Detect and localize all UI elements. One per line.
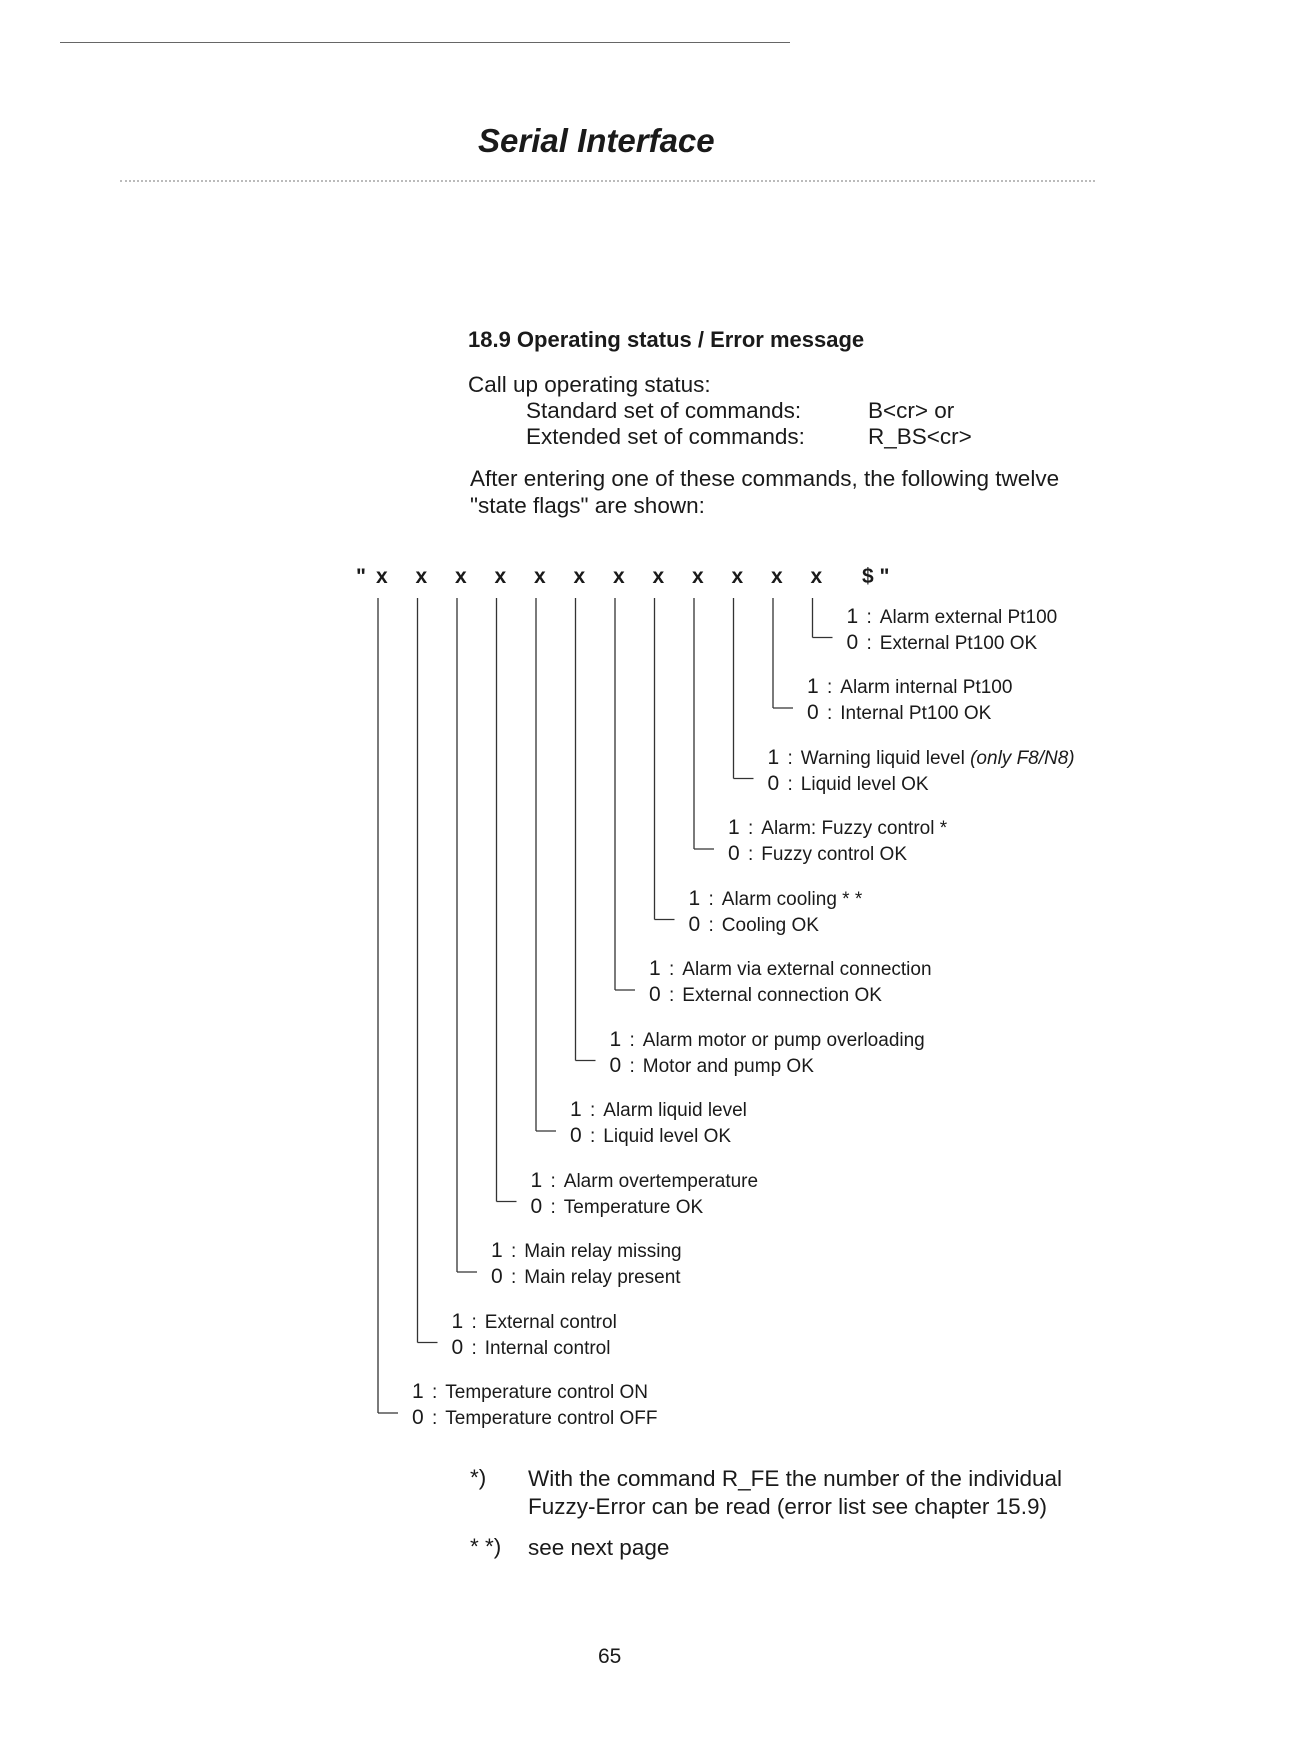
code-separator: : (629, 1055, 635, 1077)
code-separator: : (511, 1241, 517, 1262)
flag-zero-line (610, 1054, 814, 1078)
flag-one-line (491, 1239, 682, 1263)
flag-one-text: Alarm cooling * * (721, 888, 863, 910)
flag-zero-line (491, 1265, 681, 1289)
code-one: 1 (530, 1168, 543, 1192)
flag-zero-text: Internal control (484, 1337, 611, 1359)
code-separator: : (866, 606, 872, 628)
code-one: 1 (767, 745, 780, 769)
flag-one-text: Temperature control ON (445, 1382, 649, 1403)
code-separator: : (827, 703, 833, 724)
footnote-mark-2: * *) (470, 1534, 502, 1559)
code-separator: : (708, 914, 714, 936)
flag-x: x (455, 565, 467, 588)
code-zero: 0 (491, 1265, 503, 1288)
flag-one-note: (only F8/N8) (970, 747, 1075, 769)
flag-zero-text: Liquid level OK (800, 773, 929, 795)
code-one: 1 (807, 675, 819, 698)
flag-one-line (728, 816, 947, 840)
code-separator: : (708, 888, 714, 910)
flag-zero-line (412, 1406, 658, 1430)
flag-zero-line (728, 842, 907, 866)
flag-zero-line (570, 1124, 731, 1148)
flag-zero-text: Temperature OK (563, 1196, 704, 1218)
footnote-text-1 (528, 1465, 1062, 1521)
flag-x: x (415, 565, 428, 588)
flag-zero-text: Liquid level OK (603, 1126, 732, 1147)
flag-x: x (534, 565, 546, 588)
code-separator: : (511, 1267, 517, 1288)
code-separator: : (432, 1408, 438, 1429)
footnote-line: Fuzzy-Error can be read (error list see chapter 15.9) (528, 1494, 1047, 1519)
code-zero: 0 (530, 1194, 543, 1218)
code-separator: : (748, 844, 754, 865)
intro-line-1: After entering one of these commands, the following twelve (470, 466, 1060, 491)
flag-zero-text: Internal Pt100 OK (840, 703, 992, 724)
flag-one-line (689, 887, 863, 911)
call-up-line: Call up operating status: (468, 372, 711, 397)
code-zero: 0 (728, 842, 740, 865)
code-one: 1 (412, 1380, 424, 1403)
flag-x: x (771, 565, 783, 588)
flag-one-text: Main relay missing (524, 1241, 682, 1262)
code-separator: : (550, 1196, 556, 1218)
flag-zero-text: Main relay present (524, 1267, 681, 1288)
code-zero: 0 (609, 1053, 622, 1077)
flag-one-text: Alarm external Pt100 (879, 606, 1058, 628)
code-zero: 0 (688, 912, 701, 936)
flags-terminator: $ " (862, 565, 890, 588)
code-zero: 0 (846, 630, 859, 654)
flag-one-text: External control (484, 1311, 617, 1333)
flag-x: x (573, 565, 586, 588)
flag-zero-line (847, 631, 1038, 655)
flag-one-text: Alarm internal Pt100 (840, 677, 1013, 698)
code-separator: : (866, 632, 872, 654)
page-number: 65 (598, 1645, 622, 1668)
code-one: 1 (609, 1027, 622, 1051)
code-one: 1 (491, 1239, 503, 1262)
flag-x: x (810, 565, 823, 588)
code-separator: : (629, 1029, 635, 1051)
code-one: 1 (688, 886, 701, 910)
flag-one-text: Alarm via external connection (682, 959, 932, 980)
flag-one-line (452, 1310, 617, 1334)
flag-x: x (652, 565, 665, 588)
footnote-text-2 (528, 1534, 669, 1562)
code-one: 1 (728, 816, 740, 839)
code-separator: : (550, 1170, 556, 1192)
flag-zero-text: Cooling OK (721, 914, 819, 936)
flag-zero-line (531, 1195, 704, 1219)
code-zero: 0 (451, 1335, 464, 1359)
code-separator: : (787, 773, 793, 795)
code-one: 1 (451, 1309, 464, 1333)
flag-zero-text: Temperature control OFF (445, 1408, 658, 1429)
flag-zero-text: Fuzzy control OK (761, 844, 907, 865)
flag-one-line (610, 1028, 925, 1052)
code-separator: : (471, 1337, 477, 1359)
standard-command-label: Standard set of commands: (526, 398, 802, 423)
flag-one-text: Alarm overtemperature (563, 1170, 759, 1192)
code-zero: 0 (649, 983, 661, 1006)
code-separator: : (669, 985, 675, 1006)
flag-one-line (847, 605, 1058, 629)
flag-x: x (731, 565, 744, 588)
flag-zero-text: External connection OK (682, 985, 882, 1006)
flag-zero-text: Motor and pump OK (642, 1055, 814, 1077)
flag-zero-line (807, 701, 991, 725)
code-zero: 0 (570, 1124, 582, 1147)
flag-one-text: Warning liquid level (800, 747, 965, 769)
standard-command-value: B<cr> or (868, 398, 955, 423)
code-one: 1 (570, 1098, 582, 1121)
footnote-line: see next page (528, 1535, 670, 1560)
code-separator: : (590, 1100, 596, 1121)
code-zero: 0 (807, 701, 819, 724)
flag-one-line (531, 1169, 759, 1193)
code-separator: : (432, 1382, 438, 1403)
footnote-mark-1: *) (470, 1465, 487, 1490)
flag-zero-line (452, 1336, 611, 1360)
code-separator: : (827, 677, 833, 698)
flag-one-text: Alarm liquid level (603, 1100, 747, 1121)
flag-one-line (412, 1380, 648, 1404)
flag-one-text: Alarm motor or pump overloading (642, 1029, 925, 1051)
flag-x: x (613, 565, 625, 588)
page-heading: Serial Interface (478, 122, 715, 159)
flag-one-line (807, 675, 1012, 699)
code-zero: 0 (767, 771, 780, 795)
flag-zero-line (689, 913, 819, 937)
flag-x: x (692, 565, 704, 588)
flag-x: x (376, 565, 388, 588)
flag-one-line (768, 746, 1075, 770)
code-separator: : (471, 1311, 477, 1333)
code-one: 1 (846, 604, 859, 628)
flag-one-text: Alarm: Fuzzy control * (761, 818, 948, 839)
section-title: 18.9 Operating status / Error message (468, 327, 865, 352)
intro-line-2: "state flags" are shown: (470, 493, 705, 518)
flag-zero-line (768, 772, 929, 796)
flag-one-line (570, 1098, 747, 1122)
code-one: 1 (649, 957, 661, 980)
code-zero: 0 (412, 1406, 424, 1429)
flag-zero-line (649, 983, 882, 1007)
extended-command-label: Extended set of commands: (526, 424, 805, 449)
flag-zero-text: External Pt100 OK (879, 632, 1038, 654)
code-separator: : (669, 959, 675, 980)
flag-x: x (494, 565, 507, 588)
extended-command-value: R_BS<cr> (868, 424, 972, 449)
code-separator: : (787, 747, 793, 769)
code-separator: : (748, 818, 754, 839)
code-separator: : (590, 1126, 596, 1147)
footnote-line: With the command R_FE the number of the individual (528, 1466, 1063, 1491)
open-quote: " (356, 565, 366, 588)
flag-one-line (649, 957, 932, 981)
